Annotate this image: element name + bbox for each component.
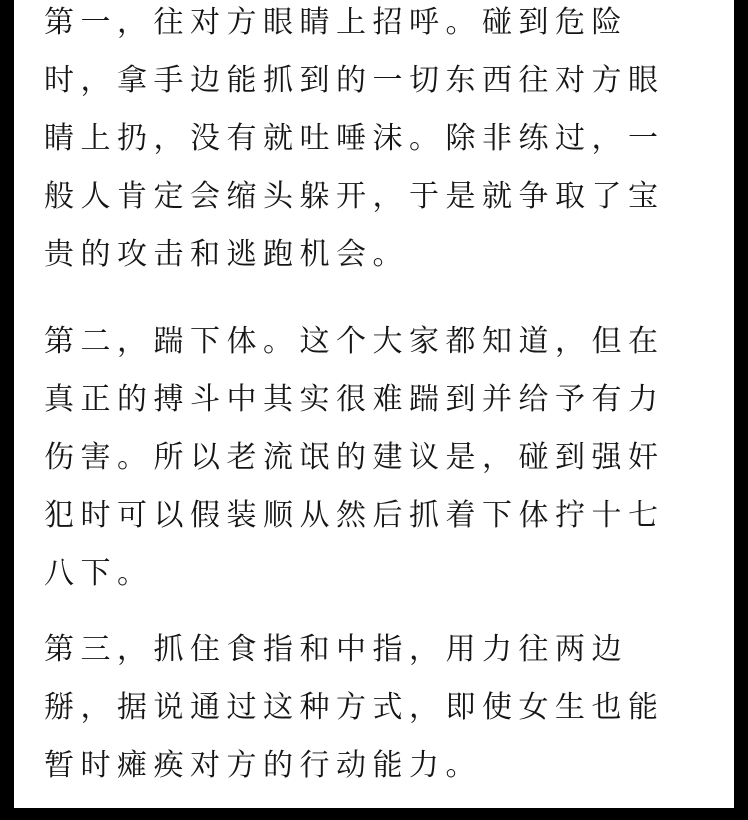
text-line: 第一，往对方眼睛上招呼。碰到危险: [44, 5, 628, 40]
text-line: 八下。: [44, 556, 154, 591]
paragraph-3: [44, 621, 704, 795]
text-line: 睛上扔，没有就吐唾沫。除非练过，一: [44, 121, 665, 156]
text-line: 暂时瘫痪对方的行动能力。: [44, 748, 482, 783]
paragraph-2: [44, 313, 704, 603]
document-page: [14, 0, 734, 808]
paragraph-1: [44, 0, 704, 284]
text-line: 伤害。所以老流氓的建议是，碰到强奸: [44, 440, 665, 475]
text-line: 贵的攻击和逃跑机会。: [44, 237, 409, 272]
text-line: 犯时可以假装顺从然后抓着下体拧十七: [44, 498, 665, 533]
text-line: 时，拿手边能抓到的一切东西往对方眼: [44, 63, 665, 98]
text-line: 掰，据说通过这种方式，即使女生也能: [44, 690, 665, 725]
text-line: 第二，踹下体。这个大家都知道，但在: [44, 324, 665, 359]
text-line: 第三，抓住食指和中指，用力往两边: [44, 632, 628, 667]
text-line: 真正的搏斗中其实很难踹到并给予有力: [44, 382, 665, 417]
text-line: 般人肯定会缩头躲开，于是就争取了宝: [44, 179, 665, 214]
